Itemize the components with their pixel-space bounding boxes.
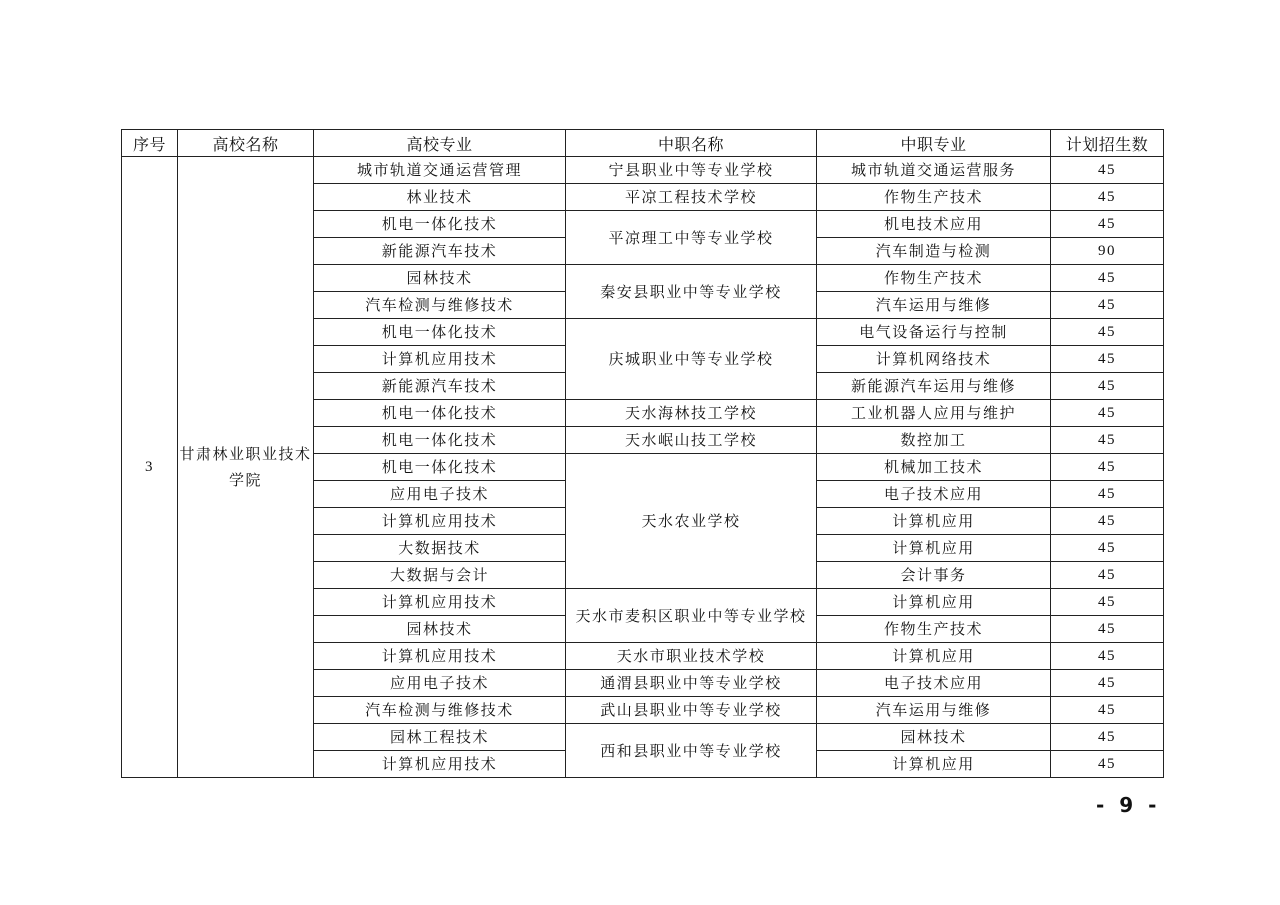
plan-count-cell: 45 — [1051, 373, 1164, 400]
plan-count-cell: 45 — [1051, 454, 1164, 481]
vocational-school-cell: 天水岷山技工学校 — [566, 427, 817, 454]
vocational-school-cell: 平凉理工中等专业学校 — [566, 211, 817, 265]
plan-count-cell: 45 — [1051, 508, 1164, 535]
plan-count-cell: 45 — [1051, 400, 1164, 427]
university-major-cell: 机电一体化技术 — [314, 319, 566, 346]
page-number: - 9 - — [1096, 793, 1161, 817]
header-vocational-school: 中职名称 — [566, 130, 817, 157]
vocational-school-cell: 宁县职业中等专业学校 — [566, 157, 817, 184]
plan-count-cell: 45 — [1051, 670, 1164, 697]
plan-count-cell: 45 — [1051, 427, 1164, 454]
vocational-major-cell: 数控加工 — [817, 427, 1051, 454]
plan-count-cell: 45 — [1051, 211, 1164, 238]
university-major-cell: 城市轨道交通运营管理 — [314, 157, 566, 184]
vocational-major-cell: 计算机应用 — [817, 751, 1051, 778]
university-major-cell: 林业技术 — [314, 184, 566, 211]
university-major-cell: 计算机应用技术 — [314, 643, 566, 670]
university-major-cell: 计算机应用技术 — [314, 589, 566, 616]
university-major-cell: 机电一体化技术 — [314, 400, 566, 427]
vocational-major-cell: 新能源汽车运用与维修 — [817, 373, 1051, 400]
university-major-cell: 新能源汽车技术 — [314, 238, 566, 265]
vocational-major-cell: 工业机器人应用与维护 — [817, 400, 1051, 427]
header-row — [122, 130, 1164, 157]
vocational-major-cell: 作物生产技术 — [817, 184, 1051, 211]
vocational-major-cell: 汽车运用与维修 — [817, 292, 1051, 319]
plan-count-cell: 45 — [1051, 265, 1164, 292]
plan-count-cell: 45 — [1051, 535, 1164, 562]
university-major-cell: 新能源汽车技术 — [314, 373, 566, 400]
header-plan-count: 计划招生数 — [1051, 130, 1164, 157]
university-major-cell: 机电一体化技术 — [314, 427, 566, 454]
vocational-school-cell: 秦安县职业中等专业学校 — [566, 265, 817, 319]
vocational-major-cell: 会计事务 — [817, 562, 1051, 589]
university-major-cell: 计算机应用技术 — [314, 508, 566, 535]
vocational-school-cell: 天水农业学校 — [566, 454, 817, 589]
plan-count-cell: 45 — [1051, 697, 1164, 724]
vocational-major-cell: 计算机网络技术 — [817, 346, 1051, 373]
vocational-major-cell: 计算机应用 — [817, 643, 1051, 670]
plan-count-cell: 45 — [1051, 319, 1164, 346]
vocational-school-cell: 西和县职业中等专业学校 — [566, 724, 817, 778]
university-cell: 甘肃林业职业技术学院 — [178, 157, 314, 778]
plan-count-cell: 45 — [1051, 157, 1164, 184]
header-university: 高校名称 — [178, 130, 314, 157]
university-major-cell: 应用电子技术 — [314, 670, 566, 697]
university-major-cell: 计算机应用技术 — [314, 751, 566, 778]
vocational-school-cell: 平凉工程技术学校 — [566, 184, 817, 211]
vocational-major-cell: 电子技术应用 — [817, 481, 1051, 508]
plan-count-cell: 45 — [1051, 643, 1164, 670]
plan-count-cell: 45 — [1051, 184, 1164, 211]
plan-count-cell: 45 — [1051, 346, 1164, 373]
header-university-major: 高校专业 — [314, 130, 566, 157]
university-major-cell: 园林工程技术 — [314, 724, 566, 751]
plan-count-cell: 45 — [1051, 292, 1164, 319]
table-row — [122, 157, 1164, 184]
vocational-school-cell: 庆城职业中等专业学校 — [566, 319, 817, 400]
vocational-major-cell: 电子技术应用 — [817, 670, 1051, 697]
university-major-cell: 大数据技术 — [314, 535, 566, 562]
university-major-cell: 机电一体化技术 — [314, 454, 566, 481]
vocational-school-cell: 武山县职业中等专业学校 — [566, 697, 817, 724]
vocational-major-cell: 计算机应用 — [817, 508, 1051, 535]
university-major-cell: 大数据与会计 — [314, 562, 566, 589]
header-seq: 序号 — [122, 130, 178, 157]
vocational-major-cell: 汽车制造与检测 — [817, 238, 1051, 265]
vocational-major-cell: 机电技术应用 — [817, 211, 1051, 238]
vocational-major-cell: 计算机应用 — [817, 589, 1051, 616]
university-major-cell: 计算机应用技术 — [314, 346, 566, 373]
vocational-major-cell: 城市轨道交通运营服务 — [817, 157, 1051, 184]
university-major-cell: 园林技术 — [314, 616, 566, 643]
vocational-school-cell: 天水海林技工学校 — [566, 400, 817, 427]
plan-count-cell: 45 — [1051, 724, 1164, 751]
vocational-school-cell: 天水市麦积区职业中等专业学校 — [566, 589, 817, 643]
vocational-major-cell: 电气设备运行与控制 — [817, 319, 1051, 346]
vocational-major-cell: 作物生产技术 — [817, 265, 1051, 292]
plan-count-cell: 45 — [1051, 481, 1164, 508]
university-major-cell: 园林技术 — [314, 265, 566, 292]
university-major-cell: 汽车检测与维修技术 — [314, 292, 566, 319]
plan-count-cell: 45 — [1051, 751, 1164, 778]
university-major-cell: 机电一体化技术 — [314, 211, 566, 238]
vocational-major-cell: 汽车运用与维修 — [817, 697, 1051, 724]
enrollment-plan-table — [121, 129, 1164, 778]
plan-count-cell: 45 — [1051, 616, 1164, 643]
plan-count-cell: 45 — [1051, 562, 1164, 589]
vocational-major-cell: 计算机应用 — [817, 535, 1051, 562]
university-major-cell: 汽车检测与维修技术 — [314, 697, 566, 724]
vocational-major-cell: 作物生产技术 — [817, 616, 1051, 643]
university-major-cell: 应用电子技术 — [314, 481, 566, 508]
seq-cell: 3 — [122, 157, 178, 778]
plan-count-cell: 90 — [1051, 238, 1164, 265]
plan-count-cell: 45 — [1051, 589, 1164, 616]
vocational-school-cell: 天水市职业技术学校 — [566, 643, 817, 670]
header-vocational-major: 中职专业 — [817, 130, 1051, 157]
vocational-major-cell: 机械加工技术 — [817, 454, 1051, 481]
vocational-major-cell: 园林技术 — [817, 724, 1051, 751]
vocational-school-cell: 通渭县职业中等专业学校 — [566, 670, 817, 697]
